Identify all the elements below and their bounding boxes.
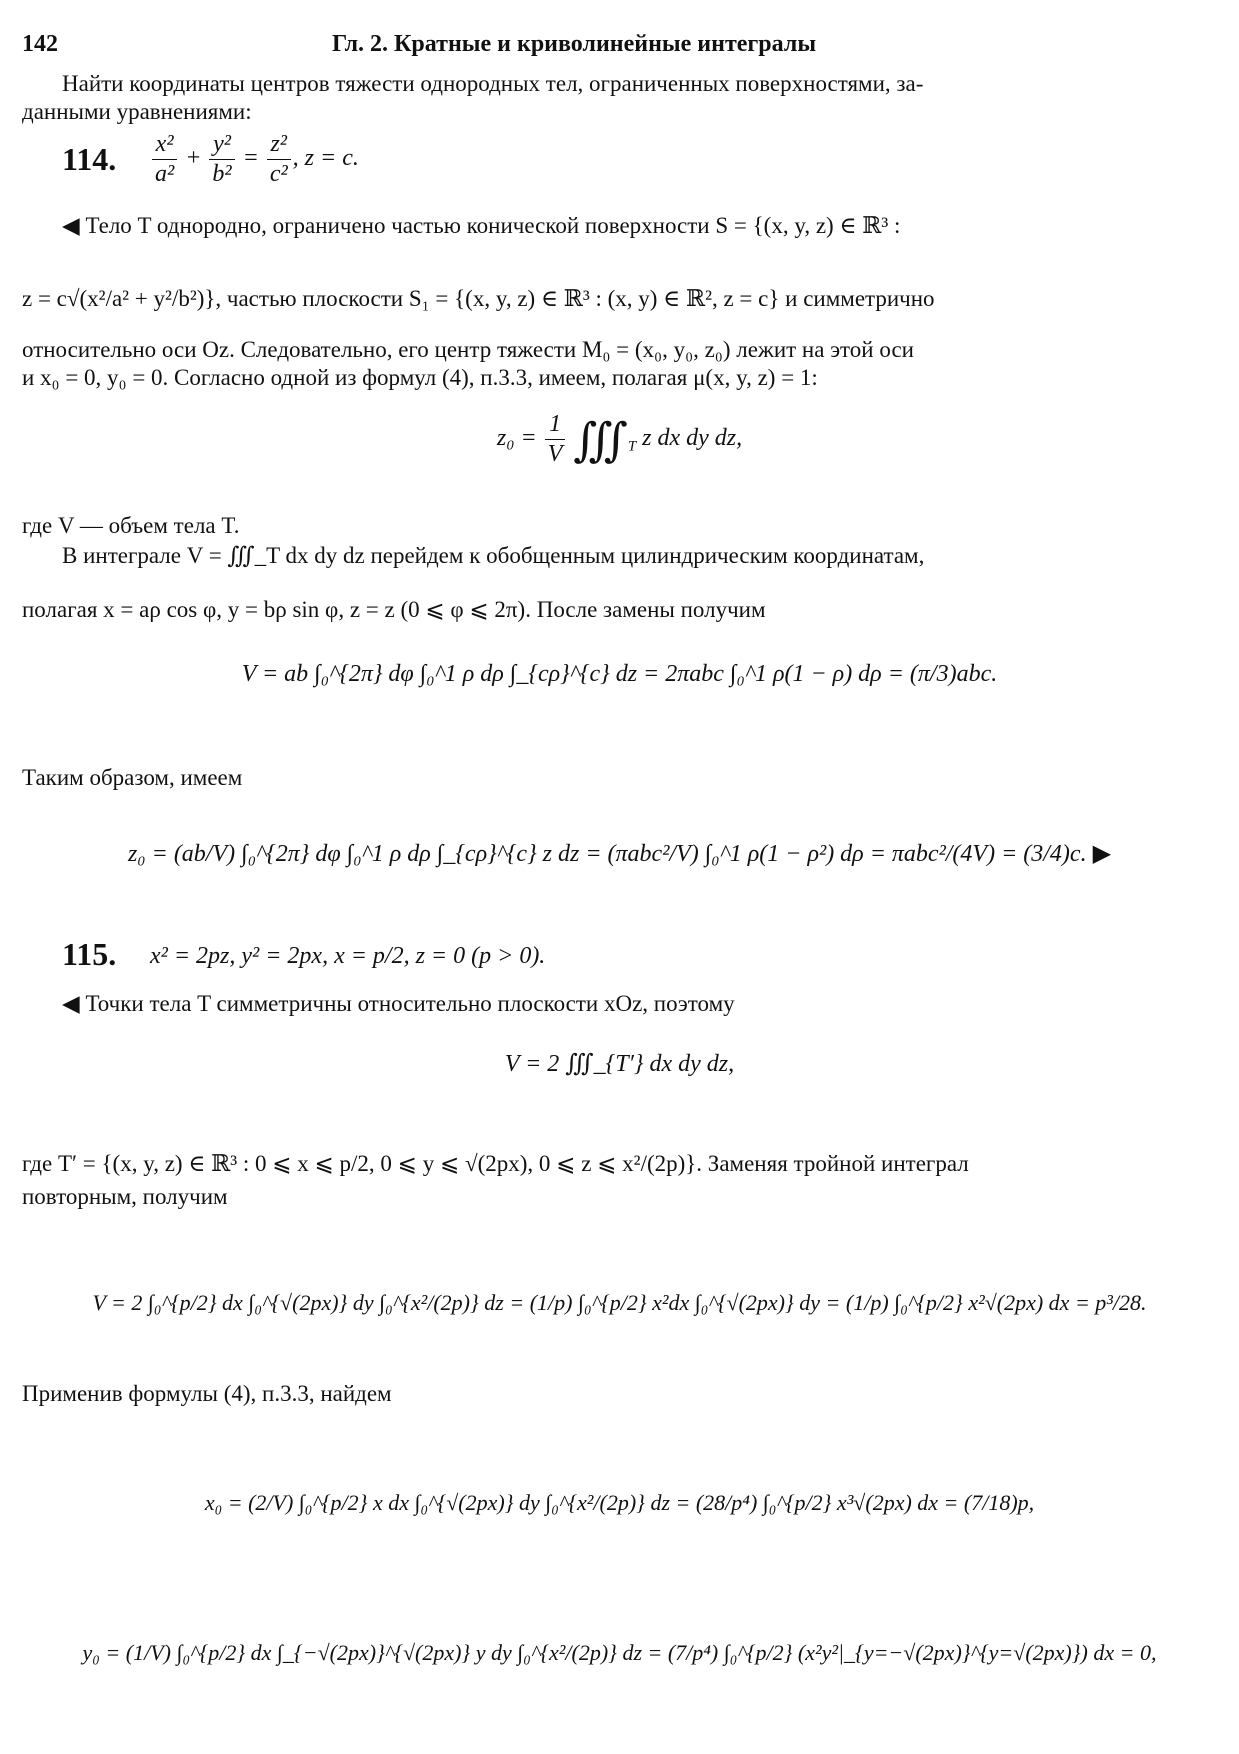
formula-y0-display: y₀ = (1/V) ∫₀^{p/2} dx ∫_{−√(2px)}^{√(2px)} y dy ∫₀^{x²/(2p)} dz = (7/p⁴) ∫₀^{p/2} (x²y²|_{y=−√(2px)}^{y=√(2px)}) dx = 0, xyxy=(82,1640,1157,1665)
problem-115-statement: x² = 2pz, y² = 2px, x = p/2, z = 0 (p > 0). xyxy=(150,943,546,969)
formula-z0-text xyxy=(0,0,1,1)
intro-line-1: Найти координаты центров тяжести однородных тел, ограниченных поверхностями, за- xyxy=(62,71,924,96)
p114-solution-line-1: ◀ Тело T однородно, ограничено частью конической поверхности S = {(x, y, z) ∈ ℝ³ : xyxy=(62,213,901,238)
formula-V-display: V = ab ∫₀^{2π} dφ ∫₀^1 ρ dρ ∫_{cρ}^{c} dz = 2πabc ∫₀^1 ρ(1 − ρ) dρ = (π/3)abc. xyxy=(241,661,998,687)
p114-solution-line-4: и x₀ = 0, y₀ = 0. Согласно одной из формул (4), п.3.3, имеем, полагая μ(x, y, z) = 1: xyxy=(22,365,818,390)
thus-line: Таким образом, имеем xyxy=(22,765,243,790)
p114-solution-line-3: относительно оси Oz. Следовательно, его центр тяжести M₀ = (x₀, y₀, z₀) лежит на этой оси xyxy=(22,337,914,362)
formula-z0-result-display: z₀ = (ab/V) ∫₀^{2π} dφ ∫₀^1 ρ dρ ∫_{cρ}^{c} z dz = (πabc²/V) ∫₀^1 ρ(1 − ρ²) dρ = πabc²/(4V) = (3/4)c. ▶ xyxy=(127,841,1112,867)
applying-line: Применив формулы (4), п.3.3, найдем xyxy=(22,1381,392,1406)
cyl-line-2: полагая x = aρ cos φ, y = bρ sin φ, z = z (0 ⩽ φ ⩽ 2π). После замены получим xyxy=(22,597,766,622)
where-v-line: где V — объем тела T. xyxy=(22,513,240,538)
problem-114-number: 114. xyxy=(62,141,117,177)
formula-V-iterated-display: V = 2 ∫₀^{p/2} dx ∫₀^{√(2px)} dy ∫₀^{x²/(2p)} dz = (1/p) ∫₀^{p/2} x²dx ∫₀^{√(2px)} dy = (1/p) ∫₀^{p/2} x²√(2px) dx = p³/28. xyxy=(92,1290,1147,1315)
formula-V-triple-display: V = 2 ∭_{T′} dx dy dz, xyxy=(504,1051,735,1077)
p115-solution-line-1: ◀ Точки тела T симметричны относительно плоскости xOz, поэтому xyxy=(62,991,735,1016)
problem-114-statement: $\frac{\text{x²}}{\text{a²}}$ + $\frac{\text{y²}}{\text{b²}}$ = $\frac{\text{z²}}{\text{c²}}$ , z = c. xyxy=(150,130,359,189)
formula-z0-display: z₀ = $\frac{1}{V}$ $∭_T$ z dx dy dz, xyxy=(496,411,743,467)
cyl-line-1: В интеграле V = ∭_T dx dy dz перейдем к обобщенным цилиндрическим координатам, xyxy=(62,543,925,568)
intro-line-2: данными уравнениями: xyxy=(22,99,252,124)
where-T-line-a: где T′ = {(x, y, z) ∈ ℝ³ : 0 ⩽ x ⩽ p/2, 0 ⩽ y ⩽ √(2px), 0 ⩽ z ⩽ x²/(2p)}. Заменяя тройной интеграл xyxy=(22,1151,969,1176)
where-T-line-b: повторным, получим xyxy=(22,1184,228,1209)
running-title: Гл. 2. Кратные и криволинейные интегралы xyxy=(332,31,817,57)
formula-x0-display: x₀ = (2/V) ∫₀^{p/2} x dx ∫₀^{√(2px)} dy ∫₀^{x²/(2p)} dz = (28/p⁴) ∫₀^{p/2} x³√(2px) dx = (7/18)p, xyxy=(204,1490,1035,1515)
p114-solution-line-2: z = c√(x²/a² + y²/b²)}, частью плоскости S₁ = {(x, y, z) ∈ ℝ³ : (x, y) ∈ ℝ², z = c} и симметрично xyxy=(22,286,935,311)
page-number: 142 xyxy=(22,31,58,57)
problem-115-number: 115. xyxy=(62,936,117,972)
